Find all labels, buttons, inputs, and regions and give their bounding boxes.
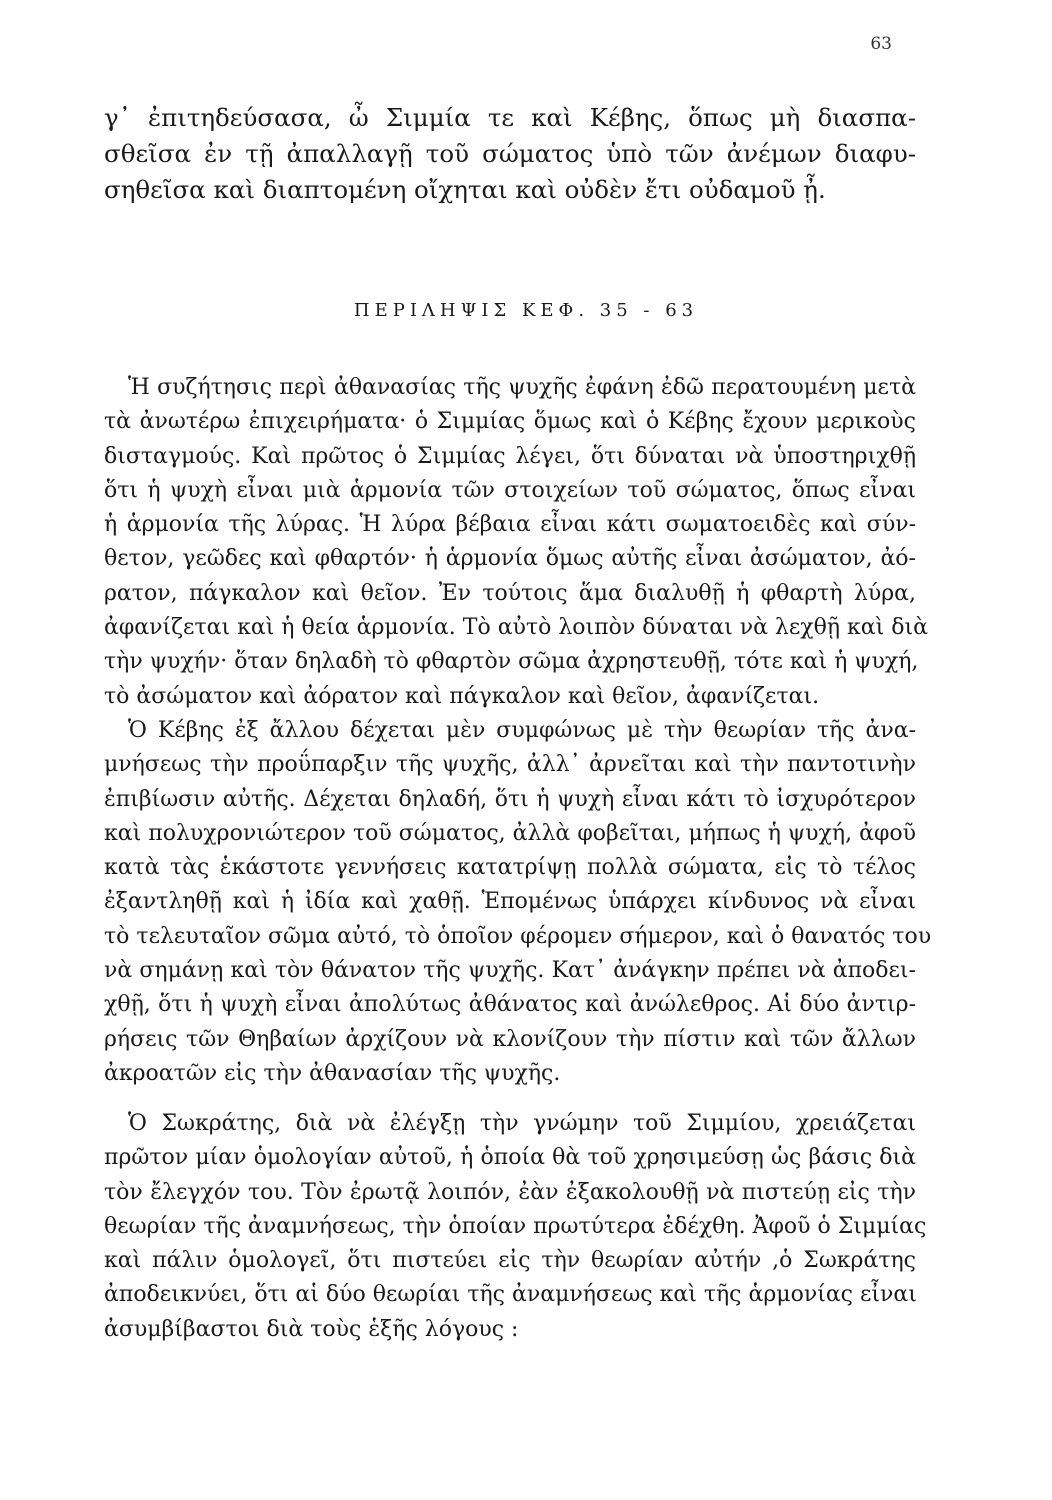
summary-heading: ΠΕΡΙΛΗΨΙΣ ΚΕΦ. 35 - 63 xyxy=(353,300,699,321)
text-line: τὰ ἀνωτέρω ἐπιχειρήματα· ὁ Σιμμίας ὅμως καὶ ὁ Κέβης ἔχουν μερικοὺς xyxy=(104,409,916,435)
opening-text xyxy=(104,100,916,208)
page-number: 63 xyxy=(870,34,892,54)
text-line: ἀσυμβίβαστοι διὰ τοὺς ἑξῆς λόγους : xyxy=(104,1316,519,1342)
text-line: σηθεῖσα καὶ διαπτομένη οἴχηται καὶ οὐδὲν ἔτι οὐδαμοῦ ᾖ. xyxy=(104,175,826,204)
text-line: Ἡ συζήτησις περὶ ἀθανασίας τῆς ψυχῆς ἐφάνη ἐδῶ περατουμένη μετὰ xyxy=(128,375,916,400)
text-line: κατὰ τὰς ἑκάστοτε γεννήσεις κατατρίψῃ πολλὰ σώματα, εἰς τὸ τέλος xyxy=(104,855,916,881)
text-line: Ὁ Σωκράτης, διὰ νὰ ἐλέγξῃ τὴν γνώμην τοῦ Σιμμίου, χρειάζεται xyxy=(128,1111,916,1136)
text-line: ρατον, πάγκαλον καὶ θεῖον. Ἐν τούτοις ἅμα διαλυθῇ ἡ φθαρτὴ λύρα, xyxy=(104,580,916,606)
text-line: ἡ ἁρμονία τῆς λύρας. Ἡ λύρα βέβαια εἶναι κάτι σωματοειδὲς καὶ σύν- xyxy=(104,512,916,538)
text-line: χθῇ, ὅτι ἡ ψυχὴ εἶναι ἀπολύτως ἀθάνατος καὶ ἀνώλεθρος. Αἱ δύο ἀντιρ- xyxy=(104,992,916,1018)
text-line: ἐπιβίωσιν αὐτῆς. Δέχεται δηλαδή, ὅτι ἡ ψυχὴ εἶναι κάτι τὸ ἰσχυρότερον xyxy=(104,786,916,812)
text-line: θεωρίαν τῆς ἀναμνήσεως, τὴν ὁποίαν πρωτύτερα ἐδέχθη. Ἀφοῦ ὁ Σιμμίας xyxy=(104,1213,927,1239)
text-line: τὸ τελευταῖον σῶμα αὐτό, τὸ ὁποῖον φέρομεν σήμερον, καὶ ὁ θανατός του xyxy=(104,923,932,949)
text-line: Ὁ Κέβης ἐξ ἄλλου δέχεται μὲν συμφώνως μὲ τὴν θεωρίαν τῆς ἀνα- xyxy=(128,718,916,743)
summary-paragraph-3 xyxy=(104,1107,927,1347)
text-line: θετον, γεῶδες καὶ φθαρτόν· ἡ ἁρμονία ὅμως αὐτῆς εἶναι ἀσώματον, ἀό- xyxy=(104,546,916,572)
text-line: καὶ πολυχρονιώτερον τοῦ σώματος, ἀλλὰ φοβεῖται, μήπως ἡ ψυχή, ἀφοῦ xyxy=(104,820,916,846)
text-line: σθεῖσα ἐν τῇ ἀπαλλαγῇ τοῦ σώματος ὑπὸ τῶν ἀνέμων διαφυ- xyxy=(104,139,916,168)
text-line: ρήσεις τῶν Θηβαίων ἀρχίζουν νὰ κλονίζουν τὴν πίστιν καὶ τῶν ἄλλων xyxy=(104,1026,916,1052)
text-line: ἀποδεικνύει, ὅτι αἱ δύο θεωρίαι τῆς ἀναμνήσεως καὶ τῆς ἁρμονίας εἶναι xyxy=(104,1282,917,1308)
text-line: μνήσεως τὴν προΰπαρξιν τῆς ψυχῆς, ἀλλ᾽ ἀρνεῖται καὶ τὴν παντοτινὴν xyxy=(104,752,916,778)
text-line: τὴν ψυχήν· ὅταν δηλαδὴ τὸ φθαρτὸν σῶμα ἀχρηστευθῇ, τότε καὶ ἡ ψυχή, xyxy=(104,649,919,675)
summary-paragraph-2 xyxy=(104,714,932,1091)
text-line: ἀκροατῶν εἰς τὴν ἀθανασίαν τῆς ψυχῆς. xyxy=(104,1060,561,1086)
summary-paragraph-1 xyxy=(104,371,928,714)
text-line: καὶ πάλιν ὁμολογεῖ, ὅτι πιστεύει εἰς τὴν θεωρίαν αὐτήν ,ὁ Σωκράτης xyxy=(104,1248,916,1274)
text-line: γ᾽ ἐπιτηδεύσασα, ὦ Σιμμία τε καὶ Κέβης, ὅπως μὴ διασπα- xyxy=(104,103,916,132)
text-line: τὸ ἀσώματον καὶ ἀόρατον καὶ πάγκαλον καὶ θεῖον, ἀφανίζεται. xyxy=(104,683,820,709)
text-line: τὸν ἔλεγχόν του. Τὸν ἐρωτᾷ λοιπόν, ἐὰν ἐξακολουθῇ νὰ πιστεύῃ εἰς τὴν xyxy=(104,1179,916,1205)
text-line: ὅτι ἡ ψυχὴ εἶναι μιὰ ἁρμονία τῶν στοιχείων τοῦ σώματος, ὅπως εἶναι xyxy=(104,477,916,503)
text-line: πρῶτον μίαν ὁμολογίαν αὐτοῦ, ἡ ὁποία θὰ τοῦ χρησιμεύσῃ ὡς βάσις διὰ xyxy=(104,1145,916,1171)
text-line: δισταγμούς. Καὶ πρῶτος ὁ Σιμμίας λέγει, ὅτι δύναται νὰ ὑποστηριχθῇ xyxy=(104,443,916,469)
text-line: νὰ σημάνῃ καὶ τὸν θάνατον τῆς ψυχῆς. Κατ᾽ ἀνάγκην πρέπει νὰ ἀποδει- xyxy=(104,958,916,984)
text-line: ἀφανίζεται καὶ ἡ θεία ἁρμονία. Τὸ αὐτὸ λοιπὸν δύναται νὰ λεχθῇ καὶ διὰ xyxy=(104,615,928,641)
text-line: ἐξαντληθῇ καὶ ἡ ἰδία καὶ χαθῇ. Ἑπομένως ὑπάρχει κίνδυνος νὰ εἶναι xyxy=(104,889,916,915)
